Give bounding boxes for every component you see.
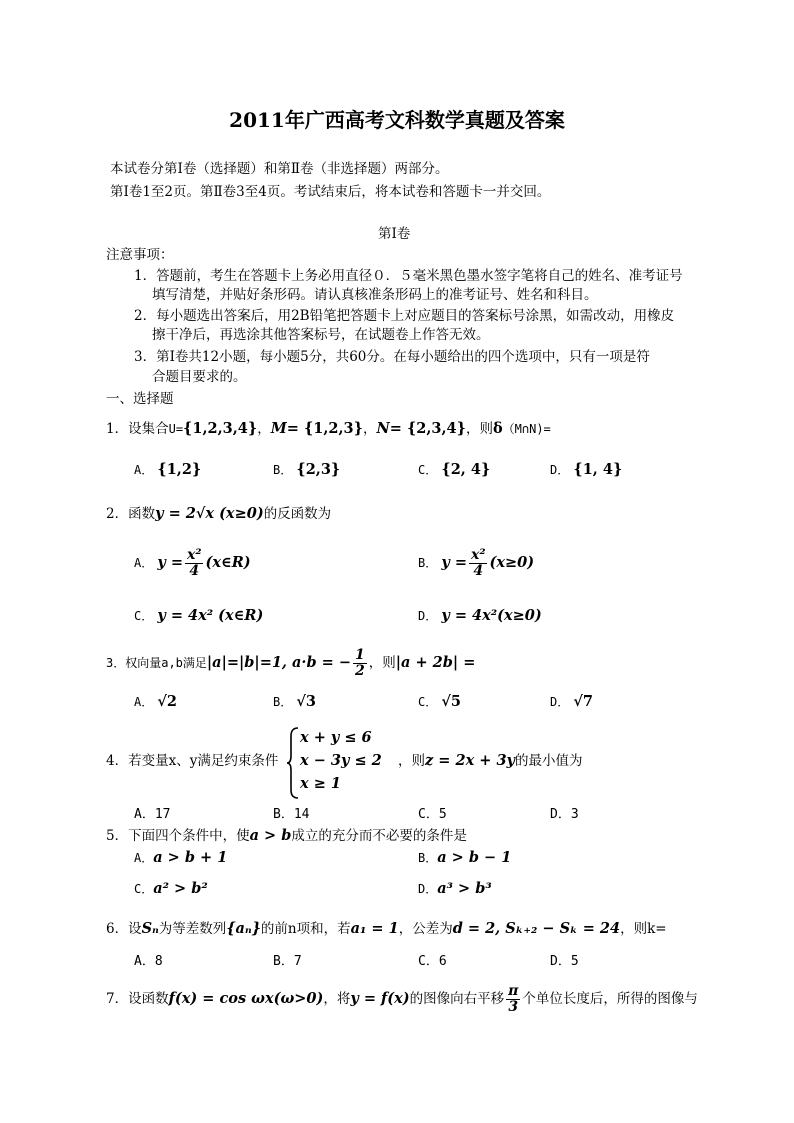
q6-option-a: A．8 — [134, 954, 163, 969]
q3-frac-den: 2 — [355, 663, 365, 679]
page-title: 2011年广西高考文科数学真题及答案 — [229, 108, 565, 132]
notice-heading: 注意事项： — [106, 247, 174, 263]
q3-option-c: C． √5 — [418, 693, 461, 710]
q2-option-b: B． y = $\frac{\text{x²}}{4}$ (x≥0) — [418, 547, 535, 579]
question-7-stem: 7．设函数f(x) = cos ωx(ω>0)，将y = f(x)的图像向右平移 $\frac{\pi}{3}$ 个单位长度后，所得的图像与 — [106, 983, 698, 1015]
question-1-stem — [106, 420, 551, 438]
q6-option-d: D．5 — [550, 954, 579, 969]
q1-option-d: D． {1, 4} — [550, 461, 623, 478]
q1-set-u: {1,2,3,4} — [183, 420, 258, 437]
q3-option-d: D． √7 — [550, 693, 593, 710]
question-6-stem: 6．设Sₙ为等差数列{aₙ}的前n项和，若a₁ = 1，公差为d = 2, Sₖ₊₂ − Sₖ = 24，则k= — [106, 920, 667, 937]
q1-sep2: ， — [362, 421, 377, 437]
q1-m: M — [270, 420, 287, 437]
q1-tail: ，则 — [465, 421, 493, 437]
q5-option-c: C．a² > b² — [134, 880, 208, 897]
q5-option-d: D．a³ > b³ — [418, 880, 492, 897]
question-5-stem: 5．下面四个条件中，使a > b成立的充分而不必要的条件是 — [106, 827, 467, 844]
q2-expr: y = 2√x (x≥0) — [155, 505, 264, 522]
notice-2-line-1: 2．每小题选出答案后，用2B铅笔把答题卡上对应题目的答案标号涂黑，如需改动，用橡皮 — [134, 308, 675, 324]
q2-option-a: A． y = $\frac{\text{x²}}{4}$ (x∈R) — [134, 547, 251, 579]
q1-option-b: B． {2,3} — [273, 461, 341, 478]
intro-line-2: 第Ⅰ卷1至2页。第Ⅱ卷3至4页。考试结束后，将本试卷和答题卡一并交回。 — [110, 184, 551, 200]
q2-option-d: D． y = 4x²(x≥0) — [418, 607, 542, 624]
q1-option-c: C． {2, 4} — [418, 461, 491, 478]
q1-delta: δ — [492, 420, 503, 437]
part-heading: 一、选择题 — [106, 391, 174, 407]
q3-option-b: B． √3 — [273, 693, 316, 710]
notice-1-line-2: 填写清楚，并贴好条形码。请认真核准条形码上的准考证号、姓名和科目。 — [152, 287, 598, 303]
q1-n: N — [376, 420, 390, 437]
q3-option-a: A． √2 — [134, 693, 177, 710]
q1-set-m: = {1,2,3} — [286, 420, 363, 437]
q4-constraint-2: x − 3y ≤ 2 — [300, 752, 382, 769]
q1-set-n: = {2,3,4} — [389, 420, 466, 437]
q1-stem-a: 1．设集合 — [106, 421, 169, 437]
section-heading: 第Ⅰ卷 — [378, 226, 411, 242]
q5-option-a: A．a > b + 1 — [134, 849, 228, 866]
q1-option-a: A． {1,2} — [134, 461, 202, 478]
q4-option-b: B．14 — [273, 807, 310, 822]
notice-3-line-1: 3．第Ⅰ卷共12小题，每小题5分，共60分。在每小题给出的四个选项中，只有一项是符 — [134, 349, 650, 365]
q4-option-c: C．5 — [418, 807, 447, 822]
q6-option-b: B．7 — [273, 954, 302, 969]
q2-stem-a: 2．函数 — [106, 506, 156, 522]
q1-sep1: ， — [257, 421, 271, 437]
notice-3-line-2: 合题目要求的。 — [152, 369, 247, 385]
q4-option-a: A．17 — [134, 807, 171, 822]
intro-line-1: 本试卷分第Ⅰ卷（选择题）和第Ⅱ卷（非选择题）两部分。 — [110, 161, 449, 177]
q4-constraint-1: x + y ≤ 6 — [300, 729, 372, 746]
q5-option-b: B．a > b − 1 — [418, 849, 512, 866]
q2-option-c: C． y = 4x² (x∈R) — [134, 607, 264, 624]
q3-target: |a + 2b| = — [395, 654, 476, 671]
q1-u: U= — [168, 422, 184, 436]
q3-stem-a: 3．权向量a,b满足 — [106, 656, 207, 670]
notice-1-line-1: 1．答题前，考生在答题卡上务必用直径０．５毫米黑色墨水签字笔将自己的姓名、准考证号 — [134, 268, 683, 284]
q2-stem-b: 的反函数为 — [263, 506, 332, 522]
q4-brace-icon — [286, 726, 300, 800]
question-4-stem-a: 4．若变量x、y满足约束条件 — [106, 753, 279, 769]
q4-constraint-3: x ≥ 1 — [300, 775, 341, 792]
q3-cond: |a|=|b|=1, a·b = − — [206, 654, 351, 671]
q6-option-c: C．6 — [418, 954, 447, 969]
q1-tail2: （M∩N)= — [502, 422, 551, 436]
question-4-stem-b: ，则z = 2x + 3y的最小值为 — [398, 752, 583, 769]
q4-option-d: D．3 — [550, 807, 579, 822]
question-3-stem — [106, 648, 475, 679]
notice-2-line-2: 擦干净后，再选涂其他答案标号，在试题卷上作答无效。 — [152, 327, 490, 343]
q3-frac-num: 1 — [355, 647, 365, 663]
question-2-stem — [106, 505, 331, 523]
q3-stem-b: ，则 — [368, 655, 396, 671]
